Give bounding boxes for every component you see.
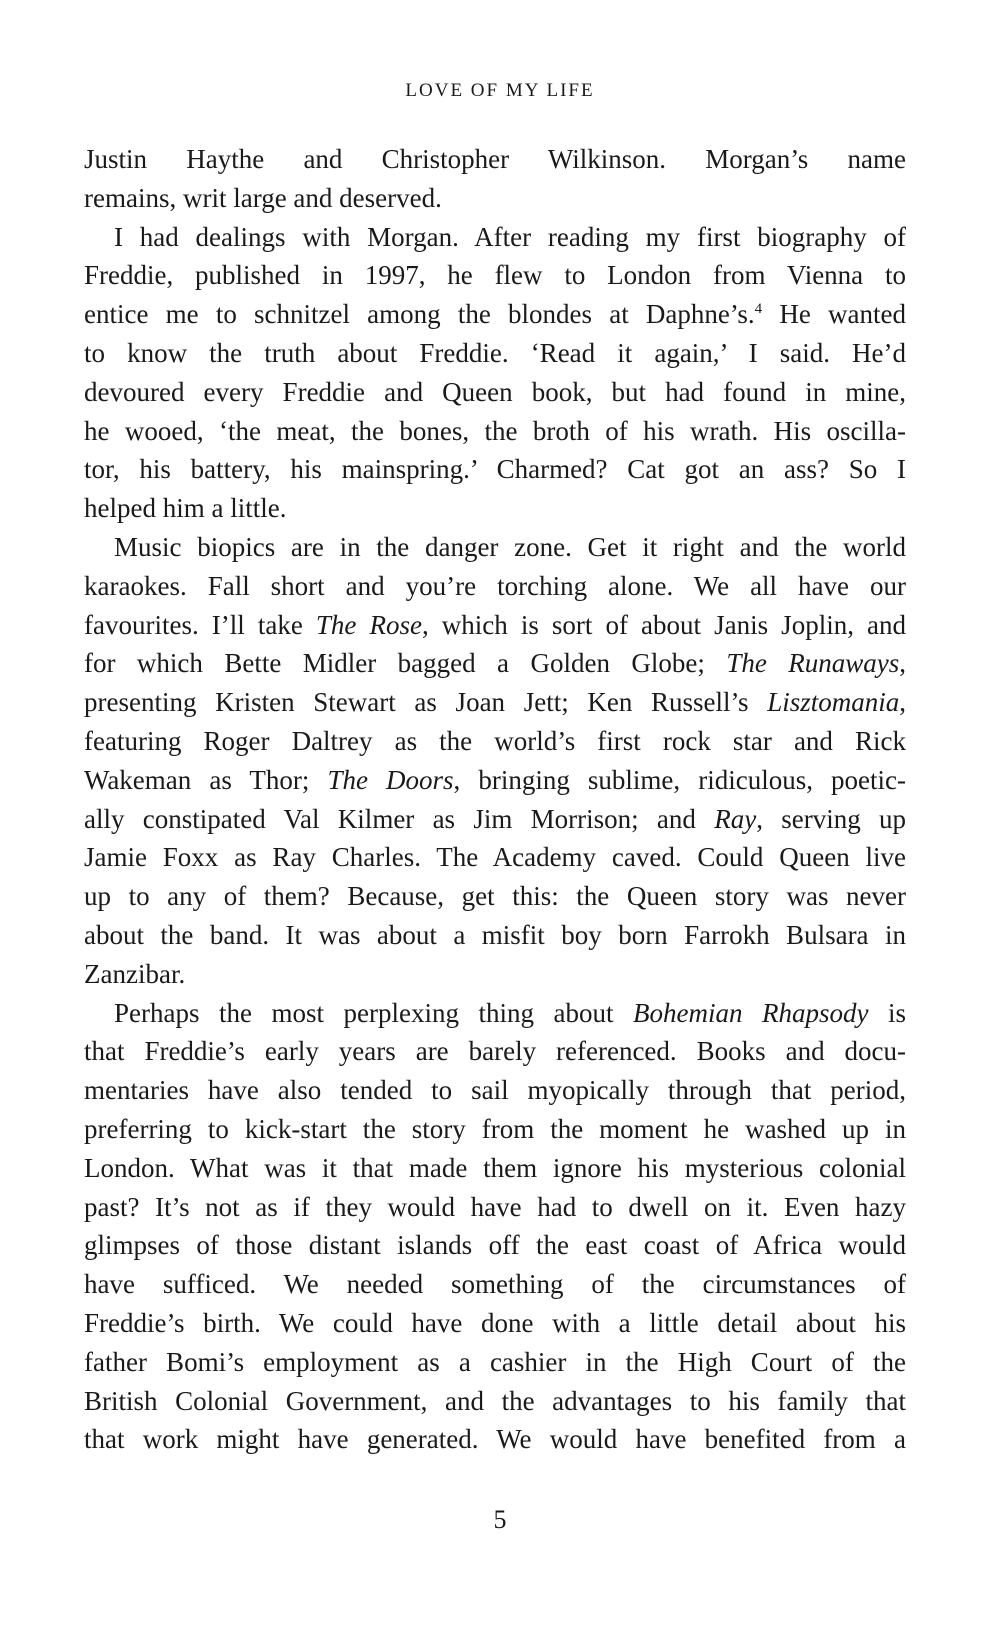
text-line: Wakeman as Thor; The Doors, bringing sublime, ridiculous, poetic- xyxy=(84,764,906,795)
text-line: ally constipated Val Kilmer as Jim Morrison; and Ray, serving up xyxy=(84,803,907,834)
text-line: have sufficed. We needed something of the circumstances of xyxy=(84,1269,906,1300)
film-title: Ray xyxy=(714,803,757,834)
text-line: devoured every Freddie and Queen book, but had found in mine, xyxy=(84,376,906,407)
body-text xyxy=(84,140,906,1459)
text-line: up to any of them? Because, get this: the Queen story was never xyxy=(84,881,906,912)
text-line: presenting Kristen Stewart as Joan Jett; Ken Russell’s Lisztomania, xyxy=(84,687,906,718)
text-line: karaokes. Fall short and you’re torching alone. We all have our xyxy=(84,570,906,601)
film-title: The Runaways xyxy=(726,648,900,679)
text-line: for which Bette Midler bagged a Golden Globe; The Runaways, xyxy=(84,648,906,679)
text-line: Freddie’s birth. We could have done with a little detail about his xyxy=(84,1307,906,1338)
text-line: British Colonial Government, and the advantages to his family that xyxy=(84,1385,906,1416)
text-line: Zanzibar. xyxy=(84,958,186,989)
text-line: he wooed, ‘the meat, the bones, the broth of his wrath. His oscilla- xyxy=(84,415,906,446)
text-line: glimpses of those distant islands off the east coast of Africa would xyxy=(84,1230,906,1261)
text-line: remains, writ large and deserved. xyxy=(84,182,442,213)
text-line: Jamie Foxx as Ray Charles. The Academy caved. Could Queen live xyxy=(84,842,906,873)
text-line: Justin Haythe and Christopher Wilkinson. Morgan’s name xyxy=(84,144,906,174)
text-line: favourites. I’ll take The Rose, which is sort of about Janis Joplin, and xyxy=(84,609,906,640)
film-title: The Doors xyxy=(327,764,454,795)
page-number: 5 xyxy=(493,1505,507,1534)
running-head: LOVE OF MY LIFE xyxy=(405,80,595,101)
film-title: Bohemian Rhapsody xyxy=(633,997,869,1028)
text-line: I had dealings with Morgan. After reading my first biography of xyxy=(114,221,906,252)
text-line: entice me to schnitzel among the blondes at Daphne’s.$^4$ He wanted xyxy=(84,299,906,330)
text-line: London. What was it that made them ignore his mysterious colonial xyxy=(84,1152,906,1183)
text-line: helped him a little. xyxy=(84,493,287,524)
text-line: that work might have generated. We would have benefited from a xyxy=(84,1424,906,1455)
text-line: Music biopics are in the danger zone. Get it right and the world xyxy=(114,531,906,562)
text-line: Perhaps the most perplexing thing about Bohemian Rhapsody is xyxy=(114,997,907,1028)
footnote-reference: 4 xyxy=(754,301,763,318)
text-line: to know the truth about Freddie. ‘Read it again,’ I said. He’d xyxy=(84,337,906,368)
text-line: father Bomi’s employment as a cashier in the High Court of the xyxy=(84,1346,906,1377)
film-title: Lisztomania xyxy=(767,687,900,718)
text-line: tor, his battery, his mainspring.’ Charmed? Cat got an ass? So I xyxy=(84,454,906,485)
film-title: The Rose xyxy=(315,609,422,640)
text-line: past? It’s not as if they would have had to dwell on it. Even hazy xyxy=(84,1191,906,1222)
text-line: about the band. It was about a misfit boy born Farrokh Bulsara in xyxy=(84,919,906,950)
text-line: mentaries have also tended to sail myopically through that period, xyxy=(84,1075,906,1106)
text-line: that Freddie’s early years are barely referenced. Books and docu- xyxy=(84,1036,906,1067)
text-line: preferring to kick-start the story from the moment he washed up in xyxy=(84,1113,906,1144)
text-line: featuring Roger Daltrey as the world’s first rock star and Rick xyxy=(84,725,906,756)
text-line: Freddie, published in 1997, he flew to London from Vienna to xyxy=(84,260,906,291)
